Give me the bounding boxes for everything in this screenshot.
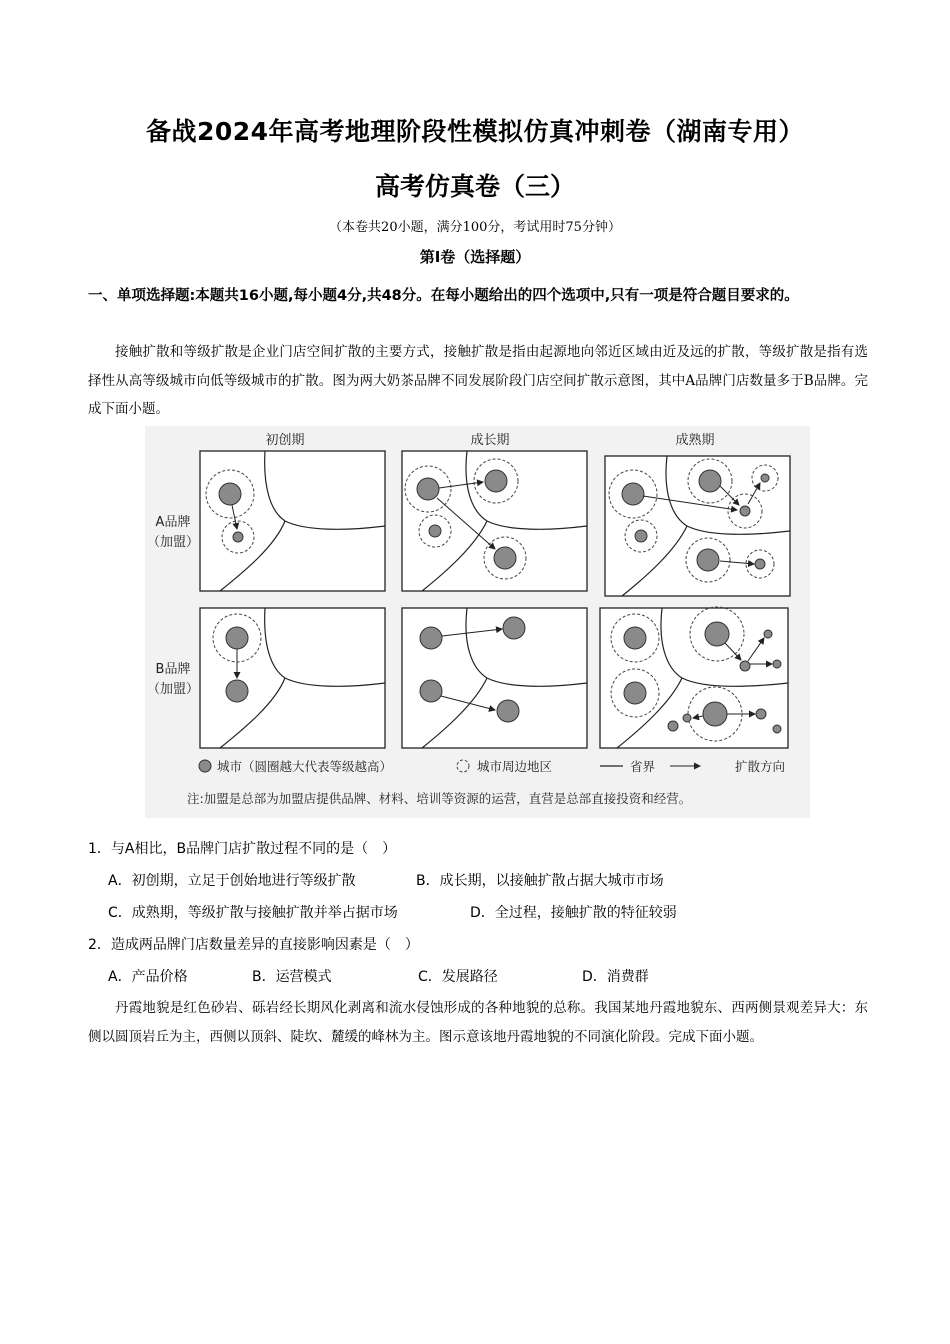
legend-surrounding: 城市周边地区 xyxy=(477,759,553,774)
city-bm4 xyxy=(703,702,727,726)
city-m7 xyxy=(755,559,765,569)
city-bm3 xyxy=(705,622,729,646)
q2-option-a[interactable]: A．产品价格 xyxy=(108,969,188,985)
city-m1 xyxy=(622,483,644,505)
city-bg1 xyxy=(420,627,442,649)
question-2: 2．造成两品牌门店数量差异的直接影响因素是（ ） xyxy=(88,937,419,953)
city-m4 xyxy=(761,474,769,482)
legend-boundary: 省界 xyxy=(630,759,656,774)
q1-option-d[interactable]: D．全过程，接触扩散的特征较弱 xyxy=(470,905,677,921)
brand-a-type: （加盟） xyxy=(146,535,200,550)
city-bm7 xyxy=(773,660,781,668)
q2-option-b[interactable]: B．运营模式 xyxy=(252,969,332,985)
city-g2 xyxy=(485,470,507,492)
passage-1: 接触扩散和等级扩散是企业门店空间扩散的主要方式，接触扩散是指由起源地向邻近区域由近及远的扩散，等级扩散是指有选择性从高等级城市向低等级城市的扩散。图为两大奶茶品牌不同发展阶段门店空间扩散示意图，其中A品牌门店数量多于B品牌。完成下面小题。 xyxy=(88,344,868,417)
figure-caption: 注:加盟是总部为加盟店提供品牌、材料、培训等资源的运营，直营是总部直接投资和经营。 xyxy=(187,791,692,806)
q1-option-b[interactable]: B．成长期，以接触扩散占据大城市市场 xyxy=(416,873,664,889)
city-bm10 xyxy=(756,709,766,719)
city-g3 xyxy=(429,525,441,537)
q2-option-d[interactable]: D．消费群 xyxy=(582,969,649,985)
city-a1 xyxy=(219,483,241,505)
stage-label-mature: 成熟期 xyxy=(675,433,715,448)
stage-label-growth: 成长期 xyxy=(470,433,510,448)
q1-option-a[interactable]: A．初创期，立足于创始地进行等级扩散 xyxy=(108,873,356,889)
city-bm9 xyxy=(683,714,691,722)
city-bm11 xyxy=(773,725,781,733)
city-m6 xyxy=(697,549,719,571)
city-m3 xyxy=(699,470,721,492)
city-g1 xyxy=(417,478,439,500)
panel-b-start xyxy=(200,608,385,748)
legend-city: 城市（圆圈越大代表等级越高） xyxy=(217,759,393,774)
city-g4 xyxy=(494,547,516,569)
section-heading: 一、单项选择题:本题共16小题,每小题4分,共48分。在每小题给出的四个选项中,只有一项是符合题目要求的。 xyxy=(88,288,799,304)
exam-subtitle: 高考仿真卷（三） xyxy=(374,172,575,201)
q1-option-c[interactable]: C．成熟期，等级扩散与接触扩散并举占据市场 xyxy=(108,905,398,921)
city-b1 xyxy=(226,627,248,649)
legend-city-dot xyxy=(199,760,211,772)
passage-2: 丹霞地貌是红色砂岩、砾岩经长期风化剥离和流水侵蚀形成的各种地貌的总称。我国某地丹霞地貌东、西两侧景观差异大：东侧以圆顶岩丘为主，西侧以顶斜、陡坎、麓缓的峰林为主。图示意该地丹霞地貌的不同演化阶段。完成下面小题。 xyxy=(88,1000,868,1045)
city-bm2 xyxy=(624,682,646,704)
city-bg2 xyxy=(503,617,525,639)
panel-a-start xyxy=(200,451,385,591)
city-m5 xyxy=(740,506,750,516)
stage-label-start: 初创期 xyxy=(265,433,305,448)
exam-title: 备战2024年高考地理阶段性模拟仿真冲刺卷（湖南专用） xyxy=(145,117,805,146)
city-b2 xyxy=(226,680,248,702)
part-title: 第Ⅰ卷（选择题） xyxy=(419,248,531,266)
brand-a-label: A品牌 xyxy=(155,515,191,530)
city-bm6 xyxy=(764,630,772,638)
city-bg4 xyxy=(497,700,519,722)
city-bm1 xyxy=(624,627,646,649)
legend-direction: 扩散方向 xyxy=(735,759,786,774)
question-1: 1．与A相比，B品牌门店扩散过程不同的是（ ） xyxy=(88,841,397,857)
brand-b-label: B品牌 xyxy=(155,662,191,677)
city-a2 xyxy=(233,532,243,542)
city-m2 xyxy=(635,530,647,542)
city-bm8 xyxy=(668,721,678,731)
exam-note: （本卷共20小题，满分100分，考试用时75分钟） xyxy=(329,220,621,235)
brand-b-type: （加盟） xyxy=(146,682,200,697)
q2-option-c[interactable]: C．发展路径 xyxy=(418,969,498,985)
city-bg3 xyxy=(420,680,442,702)
diffusion-figure xyxy=(145,426,810,818)
city-bm5 xyxy=(740,661,750,671)
